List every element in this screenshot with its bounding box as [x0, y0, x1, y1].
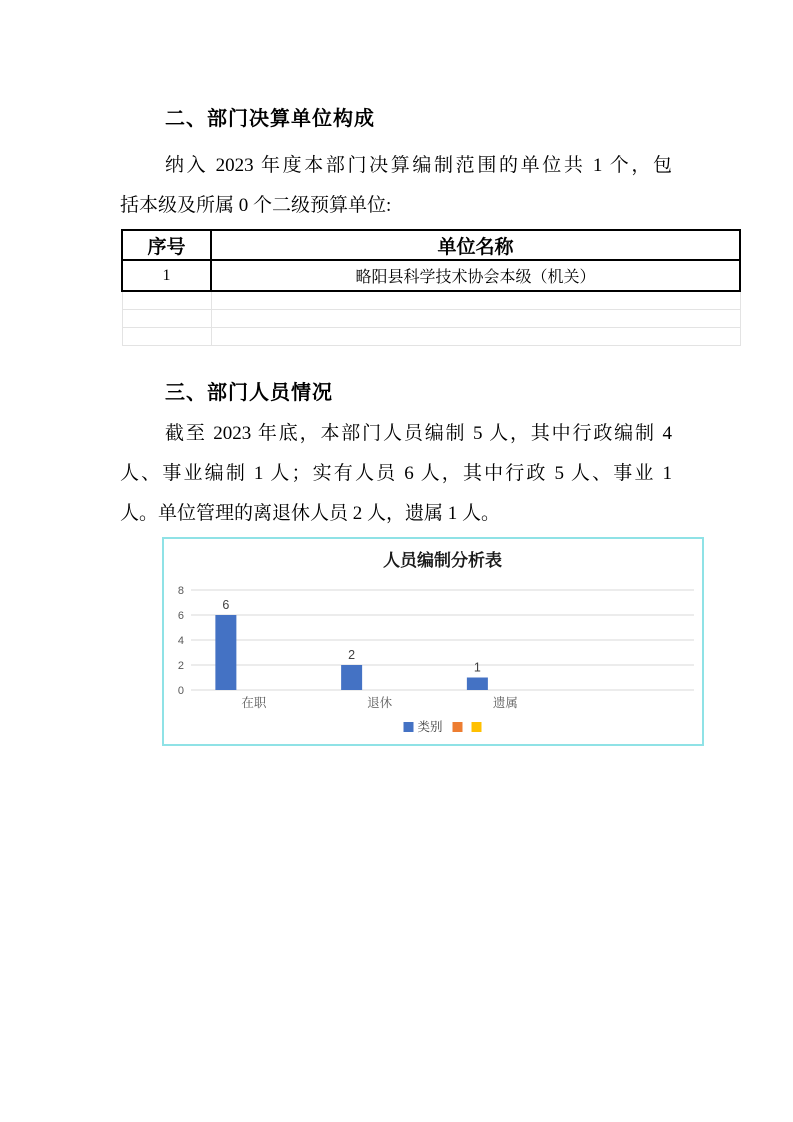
legend-swatch: [404, 722, 414, 732]
table-header-cell: 单位名称: [211, 230, 740, 260]
y-tick-label: 4: [177, 635, 184, 647]
table-cell: 1: [122, 260, 211, 291]
x-category-label: 在职: [241, 696, 267, 710]
legend-swatch: [453, 722, 463, 732]
table-empty-cell: [211, 327, 740, 345]
units-table-head: [122, 230, 740, 260]
bar: [467, 678, 488, 691]
legend-swatch: [472, 722, 482, 732]
table-header-row: [122, 230, 740, 260]
paragraph-line: 人、事业编制 1 人；实有人员 6 人，其中行政 5 人、事业 1: [120, 463, 672, 484]
table-empty-cell: [211, 291, 740, 309]
table-cell: 略阳县科学技术协会本级（机关）: [211, 260, 740, 291]
y-tick-label: 2: [177, 660, 184, 672]
paragraph-line: 截至 2023 年底，本部门人员编制 5 人，其中行政编制 4: [165, 423, 672, 444]
chart-svg: [164, 539, 702, 744]
x-category-label: 退休: [367, 696, 393, 710]
section3-paragraph: [120, 414, 672, 534]
chart-title: 人员编制分析表: [383, 551, 502, 570]
units-table-body: [122, 260, 740, 345]
legend-label: 类别: [417, 720, 443, 734]
bar: [215, 615, 236, 690]
table-empty-row: [122, 309, 740, 327]
y-tick-label: 0: [177, 685, 184, 697]
bar: [341, 665, 362, 690]
paragraph-line: 括本级及所属 0 个二级预算单位:: [120, 195, 392, 216]
y-tick-label: 6: [177, 610, 184, 622]
table-empty-cell: [122, 291, 211, 309]
paragraph-line: 纳入 2023 年度本部门决算编制范围的单位共 1 个，包: [165, 155, 672, 176]
bar-value-label: 2: [348, 648, 356, 662]
personnel-chart: [162, 537, 704, 746]
section2-heading: 二、部门决算单位构成: [165, 108, 375, 130]
table-empty-cell: [122, 327, 211, 345]
table-header-cell: 序号: [122, 230, 211, 260]
table-empty-row: [122, 327, 740, 345]
table-row: [122, 260, 740, 291]
bar-value-label: 1: [473, 660, 481, 675]
y-tick-label: 8: [177, 585, 184, 597]
bar-value-label: 6: [222, 598, 230, 612]
section3-heading: 三、部门人员情况: [165, 382, 333, 404]
table-empty-cell: [122, 309, 211, 327]
section2-paragraph: [120, 146, 672, 226]
table-empty-row: [122, 291, 740, 309]
paragraph-line: 人。单位管理的离退休人员 2 人，遗属 1 人。: [120, 503, 501, 524]
table-empty-cell: [211, 309, 740, 327]
units-table: [121, 229, 741, 346]
x-category-label: 遗属: [492, 696, 518, 710]
